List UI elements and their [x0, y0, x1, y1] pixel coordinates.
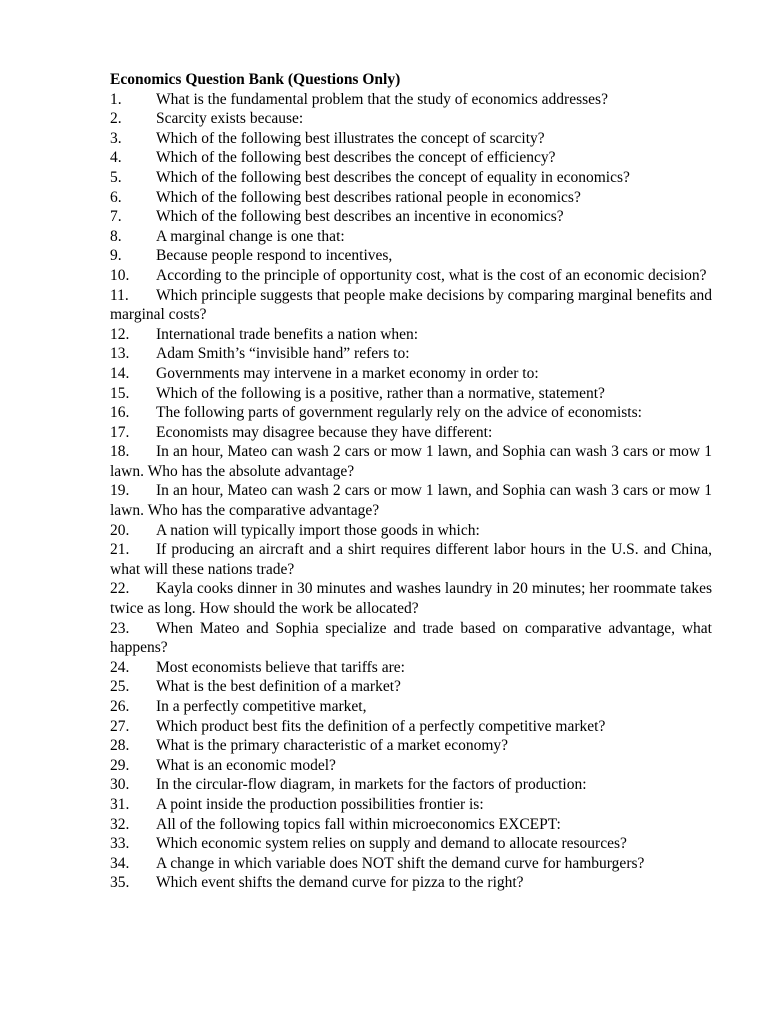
question-number: 22. — [110, 580, 130, 598]
question-number: 33. — [110, 835, 130, 853]
question-item — [110, 658, 712, 678]
question-text: What is the fundamental problem that the study of economics addresses? — [156, 90, 608, 108]
question-number: 1. — [110, 90, 122, 108]
question-item — [110, 90, 712, 110]
question-number: 20. — [110, 521, 130, 539]
question-item — [110, 109, 712, 129]
question-number: 19. — [110, 482, 130, 500]
question-number: 18. — [110, 443, 130, 461]
question-text: Scarcity exists because: — [156, 110, 304, 128]
question-item — [110, 854, 712, 874]
question-item — [110, 344, 712, 364]
question-text: Which product best fits the definition of a perfectly competitive market? — [156, 717, 606, 735]
question-number: 35. — [110, 874, 130, 892]
question-item — [110, 403, 712, 423]
question-text: Which of the following best illustrates the concept of scarcity? — [156, 129, 545, 147]
question-number: 8. — [110, 227, 122, 245]
question-item — [110, 619, 712, 658]
question-text: According to the principle of opportunity cost, what is the cost of an economic decision? — [156, 266, 707, 284]
question-item — [110, 266, 712, 286]
question-number: 4. — [110, 149, 122, 167]
question-item — [110, 540, 712, 579]
question-text: Kayla cooks dinner in 30 minutes and washes laundry in 20 minutes; her roommate takes twice as long. How should the work be allocated? — [110, 580, 712, 618]
question-number: 14. — [110, 364, 130, 382]
question-item — [110, 325, 712, 345]
question-number: 27. — [110, 717, 130, 735]
question-text: Which of the following is a positive, rather than a normative, statement? — [156, 384, 605, 402]
question-number: 5. — [110, 168, 122, 186]
question-item — [110, 246, 712, 266]
question-text: In the circular-flow diagram, in markets for the factors of production: — [156, 776, 587, 794]
question-text: The following parts of government regularly rely on the advice of economists: — [156, 404, 642, 422]
question-item — [110, 736, 712, 756]
question-item — [110, 148, 712, 168]
question-item — [110, 384, 712, 404]
question-text: Which economic system relies on supply and demand to allocate resources? — [156, 835, 627, 853]
question-number: 25. — [110, 678, 130, 696]
question-item — [110, 834, 712, 854]
question-number: 23. — [110, 619, 130, 637]
question-number: 13. — [110, 345, 130, 363]
question-number: 28. — [110, 737, 130, 755]
question-number: 26. — [110, 698, 130, 715]
question-text: When Mateo and Sophia specialize and trade based on comparative advantage, what happens? — [110, 619, 712, 657]
question-text: A point inside the production possibilities frontier is: — [156, 795, 484, 813]
question-item — [110, 442, 712, 481]
question-item — [110, 697, 712, 717]
question-item — [110, 207, 712, 227]
question-item — [110, 756, 712, 776]
question-text: A marginal change is one that: — [156, 227, 345, 245]
question-item — [110, 873, 712, 893]
question-number: 21. — [110, 541, 130, 559]
question-number: 32. — [110, 815, 130, 833]
question-text: A nation will typically import those goods in which: — [156, 521, 480, 539]
question-number: 9. — [110, 247, 122, 265]
question-item — [110, 815, 712, 835]
question-number: 12. — [110, 325, 130, 343]
question-number: 29. — [110, 756, 130, 774]
question-item — [110, 129, 712, 149]
question-number: 10. — [110, 266, 130, 284]
question-text: Which of the following best describes rational people in economics? — [156, 188, 581, 206]
question-text: In an hour, Mateo can wash 2 cars or mow 1 lawn, and Sophia can wash 3 cars or mow 1 lawn. Who has the comparative advantage? — [110, 482, 712, 520]
question-text: International trade benefits a nation when: — [156, 325, 419, 343]
document-page — [110, 70, 712, 893]
question-item — [110, 677, 712, 697]
question-number: 11. — [110, 286, 129, 304]
question-item — [110, 227, 712, 247]
question-text: Which of the following best describes an incentive in economics? — [156, 208, 564, 226]
question-text: Economists may disagree because they have different: — [156, 423, 493, 441]
question-text: A change in which variable does NOT shift the demand curve for hamburgers? — [156, 854, 645, 872]
question-item — [110, 775, 712, 795]
question-item — [110, 188, 712, 208]
question-text: Which of the following best describes the concept of equality in economics? — [156, 168, 630, 186]
question-item — [110, 286, 712, 325]
question-number: 15. — [110, 384, 130, 402]
question-item — [110, 795, 712, 815]
question-number: 17. — [110, 423, 130, 441]
question-text: Most economists believe that tariffs are: — [156, 658, 405, 676]
question-list — [110, 90, 712, 893]
question-text: What is the primary characteristic of a market economy? — [156, 737, 509, 755]
question-text: Which principle suggests that people make decisions by comparing marginal benefits and marginal costs? — [110, 286, 712, 324]
question-number: 7. — [110, 208, 122, 226]
question-number: 34. — [110, 854, 130, 872]
question-text: In a perfectly competitive market, — [156, 698, 367, 715]
question-number: 6. — [110, 188, 122, 206]
question-text: If producing an aircraft and a shirt requires different labor hours in the U.S. and China, what will these nations trade? — [110, 541, 712, 578]
question-text: Because people respond to incentives, — [156, 247, 393, 265]
question-text: What is an economic model? — [156, 756, 336, 774]
question-item — [110, 423, 712, 443]
question-text: Which event shifts the demand curve for pizza to the right? — [156, 874, 524, 892]
question-number: 31. — [110, 795, 130, 813]
document-title: Economics Question Bank (Questions Only) — [110, 71, 401, 88]
question-text: Which of the following best describes the concept of efficiency? — [156, 149, 556, 167]
question-text: Governments may intervene in a market economy in order to: — [156, 364, 539, 382]
question-item — [110, 717, 712, 737]
question-number: 3. — [110, 129, 122, 147]
question-item — [110, 579, 712, 618]
question-item — [110, 481, 712, 520]
question-number: 16. — [110, 404, 130, 422]
question-item — [110, 168, 712, 188]
question-text: What is the best definition of a market? — [156, 678, 401, 696]
question-text: Adam Smith’s “invisible hand” refers to: — [156, 345, 410, 363]
question-text: In an hour, Mateo can wash 2 cars or mow 1 lawn, and Sophia can wash 3 cars or mow 1 lawn. Who has the absolute advantage? — [110, 443, 712, 480]
question-number: 2. — [110, 110, 122, 128]
question-item — [110, 521, 712, 541]
question-number: 30. — [110, 776, 130, 794]
question-item — [110, 364, 712, 384]
question-number: 24. — [110, 658, 130, 676]
question-text: All of the following topics fall within microeconomics EXCEPT: — [156, 815, 561, 833]
